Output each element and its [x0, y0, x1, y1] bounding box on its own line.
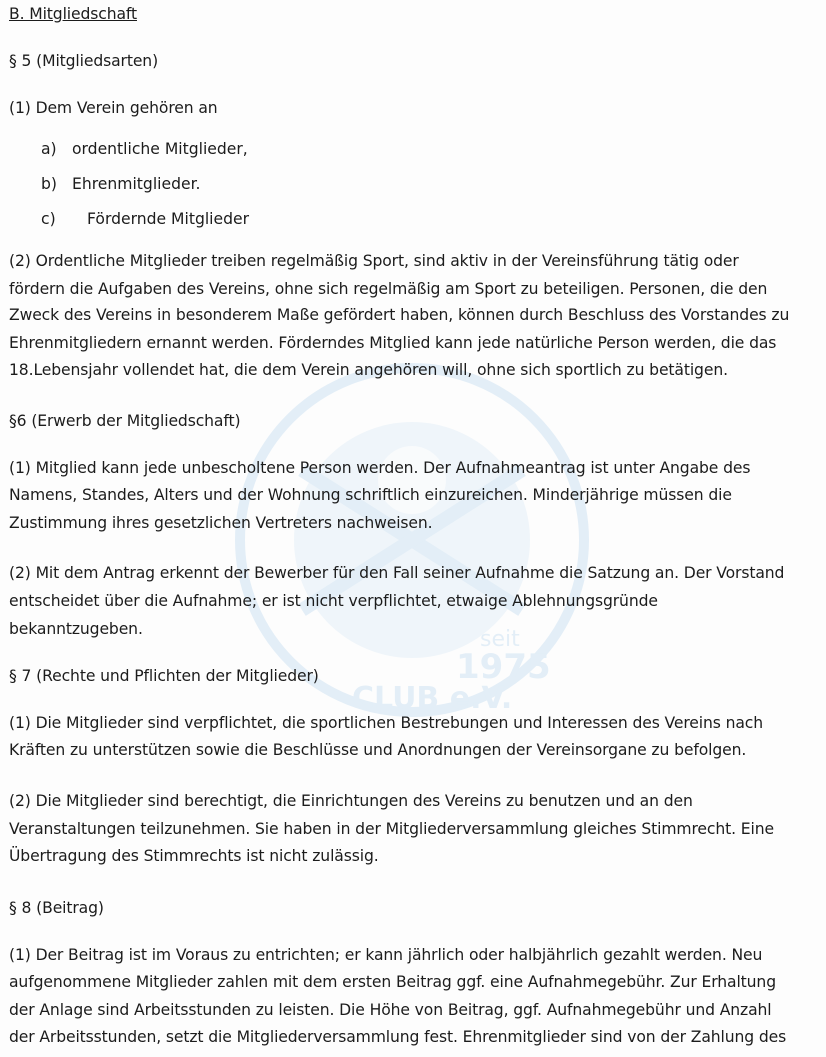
- paragraph-title-s6: §6 (Erwerb der Mitgliedschaft): [9, 412, 241, 430]
- text-line: (1) Die Mitglieder sind verpflichtet, die sportlichen Bestrebungen und Interessen des Vereins nach: [9, 714, 764, 732]
- list-item-marker: c): [41, 210, 56, 228]
- list-item-text: Ehrenmitglieder.: [72, 175, 201, 193]
- text-line: der Arbeitsstunden, setzt die Mitgliederversammlung fest. Ehrenmitglieder sind von der Zahlung des: [9, 1028, 787, 1046]
- text-line: (1) Der Beitrag ist im Voraus zu entrichten; er kann jährlich oder halbjährlich gezahlt werden. Neu: [9, 946, 763, 964]
- text-line: (2) Die Mitglieder sind berechtigt, die Einrichtungen des Vereins zu benutzen und an den: [9, 792, 693, 810]
- text-line: Zweck des Vereins in besonderem Maße gefördert haben, können durch Beschluss des Vorstandes zu: [9, 306, 790, 324]
- watermark-since: seit: [480, 627, 520, 652]
- list-item-marker: a): [41, 140, 57, 158]
- text-line: der Anlage sind Arbeitsstunden zu leisten. Die Höhe von Beitrag, ggf. Aufnahmegebühr und Anzahl: [9, 1001, 772, 1019]
- text-line: (1) Mitglied kann jede unbescholtene Person werden. Der Aufnahmeantrag ist unter Angabe des: [9, 459, 751, 477]
- paragraph-title-s7: § 7 (Rechte und Pflichten der Mitglieder): [9, 667, 319, 685]
- text-line: Ehrenmitgliedern ernannt werden. Förderndes Mitglied kann jede natürliche Person werden, die das: [9, 334, 777, 352]
- s5-p1-intro: (1) Dem Verein gehören an: [9, 99, 218, 117]
- text-line: Kräften zu unterstützen sowie die Beschlüsse und Anordnungen der Vereinsorgane zu befolgen.: [9, 741, 747, 759]
- list-item-text: Fördernde Mitglieder: [87, 210, 250, 228]
- section-heading: B. Mitgliedschaft: [9, 5, 137, 23]
- text-line: Zustimmung ihres gesetzlichen Vertreters nachweisen.: [9, 514, 433, 532]
- text-line: fördern die Aufgaben des Vereins, ohne sich regelmäßig am Sport zu beteiligen. Personen, die den: [9, 280, 768, 298]
- list-item-text: ordentliche Mitglieder,: [72, 140, 248, 158]
- text-line: 18.Lebensjahr vollendet hat, die dem Verein angehören will, ohne sich sportlich zu betätigen.: [9, 361, 728, 379]
- list-item-marker: b): [41, 175, 57, 193]
- text-line: Übertragung des Stimmrechts ist nicht zulässig.: [9, 847, 379, 865]
- text-line: entscheidet über die Aufnahme; er ist nicht verpflichtet, etwaige Ablehnungsgründe: [9, 592, 658, 610]
- text-line: Veranstaltungen teilzunehmen. Sie haben in der Mitgliederversammlung gleiches Stimmrecht. Eine: [9, 820, 774, 838]
- text-line: bekanntzugeben.: [9, 620, 143, 638]
- paragraph-title-s5: § 5 (Mitgliedsarten): [9, 52, 159, 70]
- watermark-club: CLUB e.V.: [352, 681, 513, 716]
- paragraph-title-s8: § 8 (Beitrag): [9, 899, 104, 917]
- text-line: (2) Ordentliche Mitglieder treiben regelmäßig Sport, sind aktiv in der Vereinsführung tätig oder: [9, 252, 739, 270]
- text-line: (2) Mit dem Antrag erkennt der Bewerber für den Fall seiner Aufnahme die Satzung an. Der Vorstand: [9, 564, 785, 582]
- text-line: Namens, Standes, Alters und der Wohnung schriftlich einzureichen. Minderjährige müssen die: [9, 486, 732, 504]
- text-line: aufgenommene Mitglieder zahlen mit dem ersten Beitrag ggf. eine Aufnahmegebühr. Zur Erhaltung: [9, 973, 776, 991]
- watermark-year: 1975: [456, 647, 551, 687]
